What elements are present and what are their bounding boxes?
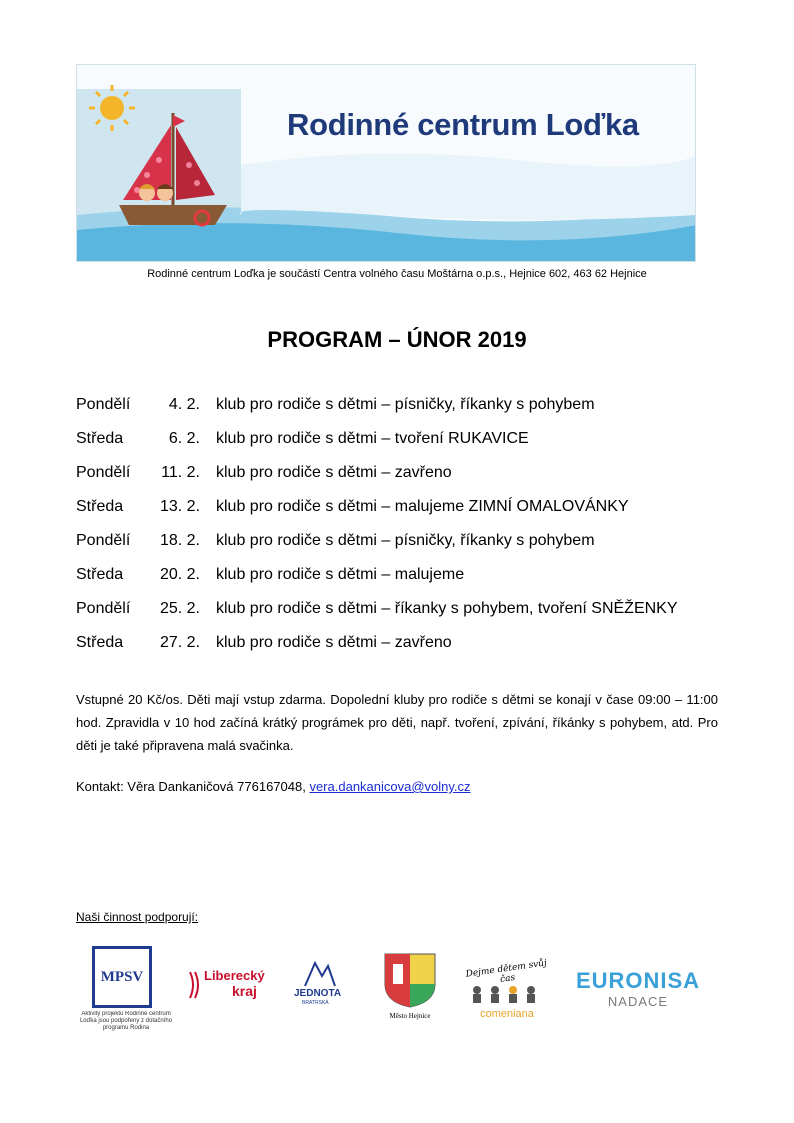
program-description: klub pro rodiče s dětmi – malujeme ZIMNÍ OMALOVÁNKY xyxy=(216,498,629,515)
organization-info: Rodinné centrum Loďka je součástí Centra volného času Moštárna o.p.s., Hejnice 602, 463 62 Hejnice xyxy=(147,268,647,280)
program-day: Pondělí xyxy=(76,396,131,413)
sailboat-illustration xyxy=(77,65,696,262)
program-description: klub pro rodiče s dětmi – malujeme xyxy=(216,566,465,583)
program-description: klub pro rodiče s dětmi – tvoření RUKAVICE xyxy=(216,430,529,447)
coat-of-arms-icon xyxy=(383,952,437,1008)
jednota-bratrska-logo xyxy=(292,958,352,1014)
program-date: 20. 2. xyxy=(159,566,200,583)
program-date: 18. 2. xyxy=(159,532,200,549)
comeniana-text: comeniana xyxy=(480,1008,534,1020)
program-day: Středa xyxy=(76,566,124,583)
jednota-sub: BRATRSKÁ xyxy=(302,1000,329,1006)
euronisa-logo xyxy=(570,968,706,1012)
banner-title: Rodinné centrum Loďka xyxy=(287,107,639,142)
program-day: Pondělí xyxy=(76,600,131,617)
jednota-text: JEDNOTA xyxy=(294,988,342,999)
program-day: Středa xyxy=(76,634,124,651)
euronisa-text: EURONISA xyxy=(575,968,701,993)
kraj-stripes-icon xyxy=(188,970,204,1000)
program-description: klub pro rodiče s dětmi – písničky, říkanky s pohybem xyxy=(216,396,595,413)
contact-label: Kontakt: Věra Dankaničová 776167048, xyxy=(76,779,310,794)
program-date: 11. 2. xyxy=(161,464,200,481)
mesto-hejnice-logo xyxy=(380,952,440,1024)
program-day: Středa xyxy=(76,430,124,447)
sun-icon xyxy=(89,85,135,131)
liberecky-kraj-logo xyxy=(188,968,280,1004)
program-date: 4. 2. xyxy=(168,396,200,413)
contact-line xyxy=(76,779,471,794)
program-description: klub pro rodiče s dětmi – zavřeno xyxy=(216,634,452,651)
program-day: Pondělí xyxy=(76,532,131,549)
program-date: 6. 2. xyxy=(168,430,200,447)
comeniana-tagline: Dejme dětem svůj čas xyxy=(465,958,548,985)
comeniana-logo xyxy=(460,958,554,1024)
mpsv-logo xyxy=(76,944,176,1034)
program-date: 25. 2. xyxy=(159,600,200,617)
kraj-text: kraj xyxy=(232,983,257,999)
people-icon xyxy=(467,984,547,1004)
program-day: Pondělí xyxy=(76,464,131,481)
support-label: Naši činnost podporují: xyxy=(76,910,199,924)
program-heading: PROGRAM – ÚNOR 2019 xyxy=(267,327,527,352)
header-banner xyxy=(76,64,696,262)
program-description: klub pro rodiče s dětmi – zavřeno xyxy=(216,464,452,481)
nadace-text: NADACE xyxy=(607,994,669,1009)
program-day: Středa xyxy=(76,498,124,515)
program-description: klub pro rodiče s dětmi – říkanky s pohybem, tvoření SNĚŽENKY xyxy=(216,600,678,617)
lamb-icon xyxy=(300,958,340,988)
email-link[interactable]: vera.dankanicova@volny.cz xyxy=(309,779,471,794)
program-date: 27. 2. xyxy=(159,634,200,651)
info-paragraph: Vstupné 20 Kč/os. Děti mají vstup zdarma. Dopolední kluby pro rodiče s dětmi se konají v čase 09:00 – 11:00 hod. Zpravidla v 10 hod začíná krátký prográmek pro děti, např. tvoření, zpívání, říkánky s pohybem, atd. Pro děti je také připravena malá svačinka. xyxy=(76,692,718,753)
program-date: 13. 2. xyxy=(159,498,200,515)
mpsv-text: MPSV xyxy=(100,968,144,985)
liberecky-text: Liberecký xyxy=(204,968,265,983)
mesto-text: Město Hejnice xyxy=(389,1012,431,1020)
mpsv-caption: Aktivity projektu Rodinné centrum Loďka jsou podpořeny z dotačního programu Rodina xyxy=(79,1011,173,1031)
program-description: klub pro rodiče s dětmi – písničky, říkanky s pohybem xyxy=(216,532,595,549)
